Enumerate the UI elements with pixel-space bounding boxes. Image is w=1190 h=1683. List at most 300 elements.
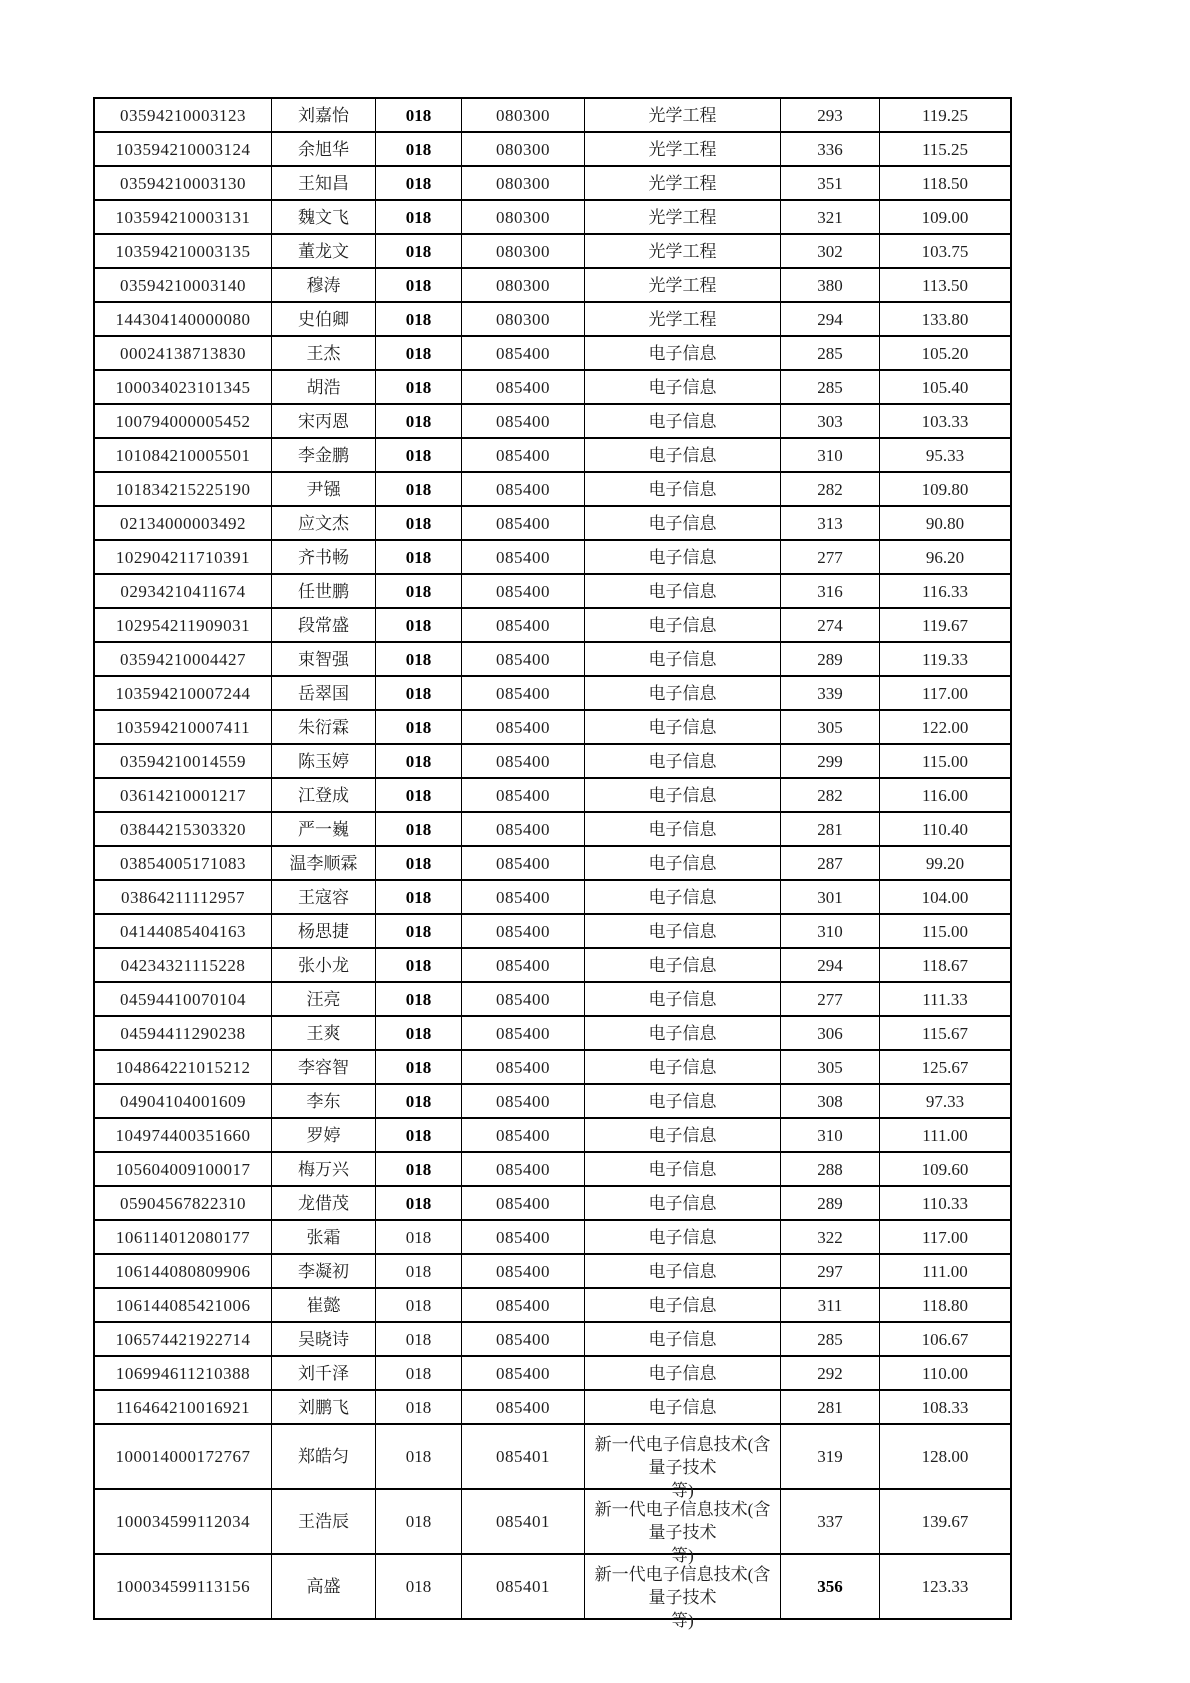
major-name-line: 等) [671, 1546, 694, 1565]
candidate-id-cell: 04904104001609 [95, 1085, 272, 1117]
score-2-cell: 118.50 [921, 173, 969, 193]
major-code-cell: 085400 [462, 1017, 585, 1049]
dept-code-cell: 018 [376, 1490, 462, 1553]
candidate-name-cell: 束智强 [272, 643, 376, 675]
score-cell: 319 [781, 1425, 880, 1488]
candidate-id-cell: 04144085404163 [95, 915, 272, 947]
score-cell: 308 [781, 1085, 880, 1117]
major-code-cell: 080300 [462, 99, 585, 131]
major-name-cell: 电子信息 [585, 711, 781, 743]
table-row [95, 711, 1010, 745]
major-name-line: 量子技术 [648, 1523, 717, 1542]
major-code-cell: 085400 [462, 1357, 585, 1389]
candidate-id-cell: 103594210007244 [95, 677, 272, 709]
major-name-cell [585, 1490, 781, 1565]
candidate-name-cell: 魏文飞 [272, 201, 376, 233]
candidate-name-cell: 齐书畅 [272, 541, 376, 573]
candidate-name-cell: 李凝初 [272, 1255, 376, 1287]
score-2-cell: 90.80 [925, 513, 965, 533]
major-name-cell: 电子信息 [585, 1051, 781, 1083]
major-name-cell: 电子信息 [585, 337, 781, 369]
dept-code-cell: 018 [376, 133, 462, 165]
major-name-line: 等) [671, 1481, 694, 1500]
major-name-cell: 电子信息 [585, 1221, 781, 1253]
major-name-cell: 电子信息 [585, 1153, 781, 1185]
table-row [95, 745, 1010, 779]
score-2-cell: 109.00 [921, 207, 969, 227]
dept-code-cell: 018 [376, 541, 462, 573]
candidate-name-cell: 张小龙 [272, 949, 376, 981]
table-row [95, 439, 1010, 473]
candidate-name-cell: 任世鹏 [272, 575, 376, 607]
candidate-id-cell: 03594210003123 [95, 99, 272, 131]
major-name-cell: 电子信息 [585, 949, 781, 981]
dept-code-cell: 018 [376, 235, 462, 267]
major-code-cell: 080300 [462, 201, 585, 233]
major-code-cell: 085400 [462, 575, 585, 607]
score-cell: 274 [781, 609, 880, 641]
score-cell: 285 [781, 337, 880, 369]
table-row [95, 949, 1010, 983]
score-cell: 277 [781, 983, 880, 1015]
major-name-line: 等) [671, 1611, 694, 1630]
score-2-cell: 95.33 [925, 445, 965, 465]
candidate-id-cell: 04594410070104 [95, 983, 272, 1015]
candidate-name-cell: 高盛 [272, 1555, 376, 1618]
major-name-cell: 电子信息 [585, 847, 781, 879]
table-row [95, 541, 1010, 575]
candidate-name-cell: 吴晓诗 [272, 1323, 376, 1355]
major-name-cell: 电子信息 [585, 915, 781, 947]
score-cell: 305 [781, 1051, 880, 1083]
dept-code-cell: 018 [376, 1255, 462, 1287]
score-cell: 306 [781, 1017, 880, 1049]
dept-code-cell: 018 [376, 371, 462, 403]
score-2-cell: 119.67 [921, 615, 969, 635]
major-code-cell: 085400 [462, 881, 585, 913]
candidate-id-cell: 144304140000080 [95, 303, 272, 335]
table-row [95, 235, 1010, 269]
candidate-name-cell: 王寇容 [272, 881, 376, 913]
dept-code-cell: 018 [376, 575, 462, 607]
major-code-cell: 085400 [462, 541, 585, 573]
dept-code-cell: 018 [376, 813, 462, 845]
major-code-cell: 085400 [462, 1187, 585, 1219]
major-name-cell: 电子信息 [585, 881, 781, 913]
major-name-cell: 光学工程 [585, 235, 781, 267]
candidate-id-cell: 02134000003492 [95, 507, 272, 539]
candidate-id-cell: 102954211909031 [95, 609, 272, 641]
candidate-id-cell: 00024138713830 [95, 337, 272, 369]
candidate-id-cell: 04594411290238 [95, 1017, 272, 1049]
score-2-cell: 97.33 [925, 1091, 965, 1111]
candidate-id-cell: 03864211112957 [95, 881, 272, 913]
major-name-cell: 光学工程 [585, 303, 781, 335]
score-cell: 293 [781, 99, 880, 131]
score-2-cell: 116.00 [921, 785, 969, 805]
score-cell: 277 [781, 541, 880, 573]
candidate-id-cell: 106994611210388 [95, 1357, 272, 1389]
score-2-cell: 125.67 [921, 1057, 969, 1077]
score-cell: 321 [781, 201, 880, 233]
table-row [95, 1289, 1010, 1323]
major-code-cell: 085400 [462, 1323, 585, 1355]
candidate-id-cell: 106144085421006 [95, 1289, 272, 1321]
score-2-cell: 111.00 [922, 1125, 968, 1145]
candidate-name-cell: 王杰 [272, 337, 376, 369]
candidate-name-cell: 江登成 [272, 779, 376, 811]
score-cell: 294 [781, 303, 880, 335]
score-cell: 281 [781, 1391, 880, 1423]
table-row [95, 473, 1010, 507]
score-2-cell: 115.00 [921, 921, 969, 941]
major-code-cell: 085400 [462, 949, 585, 981]
major-name-cell: 电子信息 [585, 439, 781, 471]
table-row [95, 201, 1010, 235]
major-name-cell: 电子信息 [585, 677, 781, 709]
score-cell: 292 [781, 1357, 880, 1389]
dept-code-cell: 018 [376, 99, 462, 131]
dept-code-cell: 018 [376, 779, 462, 811]
score-2-cell: 105.40 [921, 377, 969, 397]
major-name-cell: 电子信息 [585, 371, 781, 403]
score-2-cell: 122.00 [921, 717, 969, 737]
major-code-cell: 085401 [462, 1425, 585, 1488]
score-cell: 336 [781, 133, 880, 165]
major-code-cell: 085400 [462, 371, 585, 403]
dept-code-cell: 018 [376, 1555, 462, 1618]
score-2-cell: 139.67 [921, 1512, 969, 1531]
table-row [95, 813, 1010, 847]
dept-code-cell: 018 [376, 1051, 462, 1083]
dept-code-cell: 018 [376, 609, 462, 641]
score-cell: 351 [781, 167, 880, 199]
table-row [95, 1323, 1010, 1357]
dept-code-cell: 018 [376, 677, 462, 709]
candidate-name-cell: 刘嘉怡 [272, 99, 376, 131]
score-cell: 285 [781, 371, 880, 403]
score-cell: 282 [781, 473, 880, 505]
candidate-name-cell: 郑皓匀 [272, 1425, 376, 1488]
major-name-line: 新一代电子信息技术(含 [594, 1565, 771, 1584]
score-2-cell: 117.00 [921, 1227, 969, 1247]
score-cell: 281 [781, 813, 880, 845]
major-code-cell: 085400 [462, 779, 585, 811]
table-row [95, 983, 1010, 1017]
score-cell: 303 [781, 405, 880, 437]
candidate-id-cell: 106574421922714 [95, 1323, 272, 1355]
major-name-cell [585, 1425, 781, 1500]
score-cell: 316 [781, 575, 880, 607]
score-2-cell: 106.67 [921, 1329, 969, 1349]
table-row [95, 915, 1010, 949]
candidate-name-cell: 张霜 [272, 1221, 376, 1253]
table-row [95, 609, 1010, 643]
score-2-cell: 128.00 [921, 1447, 969, 1466]
score-2-cell: 111.33 [922, 989, 968, 1009]
major-name-cell: 光学工程 [585, 201, 781, 233]
score-cell: 356 [781, 1555, 880, 1618]
results-table-body [95, 99, 1010, 1630]
major-name-cell: 电子信息 [585, 1323, 781, 1355]
score-2-cell: 119.33 [921, 649, 969, 669]
candidate-name-cell: 杨思捷 [272, 915, 376, 947]
major-code-cell: 085400 [462, 1289, 585, 1321]
candidate-name-cell: 王知昌 [272, 167, 376, 199]
score-2-cell: 115.00 [921, 751, 969, 771]
major-name-line: 新一代电子信息技术(含 [594, 1435, 771, 1454]
candidate-id-cell: 104974400351660 [95, 1119, 272, 1151]
major-code-cell: 085400 [462, 1391, 585, 1423]
table-row [95, 575, 1010, 609]
candidate-id-cell: 105604009100017 [95, 1153, 272, 1185]
major-code-cell: 085400 [462, 1051, 585, 1083]
candidate-name-cell: 王浩辰 [272, 1490, 376, 1553]
major-code-cell: 085400 [462, 643, 585, 675]
table-row [95, 1425, 1010, 1500]
major-name-line: 新一代电子信息技术(含 [594, 1500, 771, 1519]
candidate-name-cell: 严一巍 [272, 813, 376, 845]
score-2-cell: 116.33 [921, 581, 969, 601]
major-name-cell: 光学工程 [585, 133, 781, 165]
major-code-cell: 085400 [462, 507, 585, 539]
candidate-name-cell: 段常盛 [272, 609, 376, 641]
candidate-id-cell: 101084210005501 [95, 439, 272, 471]
major-name-cell: 电子信息 [585, 507, 781, 539]
major-code-cell: 080300 [462, 133, 585, 165]
table-row [95, 677, 1010, 711]
candidate-id-cell: 03854005171083 [95, 847, 272, 879]
table-row [95, 1085, 1010, 1119]
score-cell: 287 [781, 847, 880, 879]
major-name-line: 量子技术 [648, 1588, 717, 1607]
score-2-cell: 110.00 [921, 1363, 969, 1383]
score-cell: 380 [781, 269, 880, 301]
major-code-cell: 085400 [462, 1255, 585, 1287]
dept-code-cell: 018 [376, 949, 462, 981]
score-cell: 313 [781, 507, 880, 539]
major-code-cell: 085400 [462, 915, 585, 947]
score-2-cell: 103.75 [921, 241, 969, 261]
dept-code-cell: 018 [376, 915, 462, 947]
table-row [95, 371, 1010, 405]
candidate-name-cell: 汪亮 [272, 983, 376, 1015]
major-code-cell: 085401 [462, 1490, 585, 1553]
major-name-cell: 电子信息 [585, 1357, 781, 1389]
admission-results-table [93, 97, 1012, 1630]
major-name-cell: 电子信息 [585, 813, 781, 845]
major-code-cell: 085400 [462, 1153, 585, 1185]
candidate-id-cell: 106144080809906 [95, 1255, 272, 1287]
candidate-name-cell: 陈玉婷 [272, 745, 376, 777]
dept-code-cell: 018 [376, 1425, 462, 1488]
major-code-cell: 085400 [462, 473, 585, 505]
score-2-cell: 133.80 [921, 309, 969, 329]
major-name-cell: 光学工程 [585, 99, 781, 131]
table-row [95, 269, 1010, 303]
major-name-cell: 电子信息 [585, 1289, 781, 1321]
dept-code-cell: 018 [376, 1289, 462, 1321]
score-cell: 301 [781, 881, 880, 913]
score-cell: 311 [781, 1289, 880, 1321]
dept-code-cell: 018 [376, 1153, 462, 1185]
major-code-cell: 080300 [462, 235, 585, 267]
major-name-cell: 电子信息 [585, 1187, 781, 1219]
table-row [95, 405, 1010, 439]
candidate-id-cell: 116464210016921 [95, 1391, 272, 1423]
major-name-cell [585, 1555, 781, 1630]
dept-code-cell: 018 [376, 881, 462, 913]
major-code-cell: 085400 [462, 1119, 585, 1151]
table-row [95, 1555, 1010, 1630]
score-cell: 294 [781, 949, 880, 981]
score-2-cell: 115.25 [921, 139, 969, 159]
candidate-id-cell: 03594210004427 [95, 643, 272, 675]
table-row [95, 303, 1010, 337]
candidate-name-cell: 刘鹏飞 [272, 1391, 376, 1423]
table-row [95, 643, 1010, 677]
major-name-cell: 电子信息 [585, 1119, 781, 1151]
dept-code-cell: 018 [376, 643, 462, 675]
score-cell: 297 [781, 1255, 880, 1287]
score-cell: 305 [781, 711, 880, 743]
major-name-cell: 电子信息 [585, 405, 781, 437]
score-2-cell: 103.33 [921, 411, 969, 431]
score-2-cell: 111.00 [922, 1261, 968, 1281]
candidate-name-cell: 罗婷 [272, 1119, 376, 1151]
score-2-cell: 117.00 [921, 683, 969, 703]
dept-code-cell: 018 [376, 1391, 462, 1423]
major-code-cell: 085400 [462, 337, 585, 369]
candidate-id-cell: 100034023101345 [95, 371, 272, 403]
major-name-line: 量子技术 [648, 1458, 717, 1477]
candidate-name-cell: 胡浩 [272, 371, 376, 403]
dept-code-cell: 018 [376, 1221, 462, 1253]
score-cell: 337 [781, 1490, 880, 1553]
score-2-cell: 96.20 [925, 547, 965, 567]
candidate-name-cell: 王爽 [272, 1017, 376, 1049]
table-row [95, 1255, 1010, 1289]
score-2-cell: 104.00 [921, 887, 969, 907]
candidate-name-cell: 李东 [272, 1085, 376, 1117]
score-cell: 322 [781, 1221, 880, 1253]
major-code-cell: 085400 [462, 677, 585, 709]
candidate-id-cell: 103594210007411 [95, 711, 272, 743]
score-2-cell: 108.33 [921, 1397, 969, 1417]
major-name-cell: 光学工程 [585, 269, 781, 301]
candidate-name-cell: 梅万兴 [272, 1153, 376, 1185]
score-cell: 339 [781, 677, 880, 709]
dept-code-cell: 018 [376, 303, 462, 335]
score-2-cell: 99.20 [925, 853, 965, 873]
major-name-cell: 电子信息 [585, 779, 781, 811]
table-row [95, 779, 1010, 813]
candidate-name-cell: 李容智 [272, 1051, 376, 1083]
major-code-cell: 085400 [462, 609, 585, 641]
major-name-cell: 电子信息 [585, 745, 781, 777]
score-2-cell: 109.60 [921, 1159, 969, 1179]
major-code-cell: 085400 [462, 847, 585, 879]
major-name-cell: 电子信息 [585, 575, 781, 607]
candidate-name-cell: 李金鹏 [272, 439, 376, 471]
candidate-id-cell: 103594210003135 [95, 235, 272, 267]
major-code-cell: 085400 [462, 1085, 585, 1117]
score-2-cell: 115.67 [921, 1023, 969, 1043]
candidate-id-cell: 03614210001217 [95, 779, 272, 811]
major-code-cell: 085400 [462, 745, 585, 777]
major-code-cell: 080300 [462, 269, 585, 301]
candidate-id-cell: 05904567822310 [95, 1187, 272, 1219]
dept-code-cell: 018 [376, 745, 462, 777]
major-code-cell: 085401 [462, 1555, 585, 1618]
candidate-name-cell: 穆涛 [272, 269, 376, 301]
major-name-cell: 电子信息 [585, 1017, 781, 1049]
score-2-cell: 109.80 [921, 479, 969, 499]
candidate-name-cell: 应文杰 [272, 507, 376, 539]
table-row [95, 847, 1010, 881]
score-2-cell: 119.25 [921, 105, 969, 125]
candidate-id-cell: 100034599113156 [95, 1555, 272, 1618]
major-code-cell: 085400 [462, 405, 585, 437]
score-2-cell: 118.67 [921, 955, 969, 975]
dept-code-cell: 018 [376, 847, 462, 879]
major-name-cell: 光学工程 [585, 167, 781, 199]
candidate-id-cell: 03594210014559 [95, 745, 272, 777]
table-row [95, 1187, 1010, 1221]
major-code-cell: 085400 [462, 439, 585, 471]
dept-code-cell: 018 [376, 1085, 462, 1117]
score-cell: 289 [781, 643, 880, 675]
score-cell: 285 [781, 1323, 880, 1355]
candidate-id-cell: 03844215303320 [95, 813, 272, 845]
table-row [95, 1153, 1010, 1187]
table-row [95, 167, 1010, 201]
major-code-cell: 085400 [462, 983, 585, 1015]
score-cell: 310 [781, 439, 880, 471]
major-name-cell: 电子信息 [585, 983, 781, 1015]
major-code-cell: 080300 [462, 303, 585, 335]
score-cell: 288 [781, 1153, 880, 1185]
score-cell: 289 [781, 1187, 880, 1219]
candidate-name-cell: 余旭华 [272, 133, 376, 165]
table-row [95, 1017, 1010, 1051]
candidate-name-cell: 岳翠国 [272, 677, 376, 709]
candidate-id-cell: 03594210003130 [95, 167, 272, 199]
table-row [95, 133, 1010, 167]
major-code-cell: 080300 [462, 167, 585, 199]
score-2-cell: 110.33 [921, 1193, 969, 1213]
candidate-name-cell: 温李顺霖 [272, 847, 376, 879]
score-cell: 310 [781, 915, 880, 947]
score-2-cell: 105.20 [921, 343, 969, 363]
candidate-id-cell: 103594210003131 [95, 201, 272, 233]
table-row [95, 99, 1010, 133]
candidate-name-cell: 崔懿 [272, 1289, 376, 1321]
dept-code-cell: 018 [376, 507, 462, 539]
score-cell: 282 [781, 779, 880, 811]
candidate-id-cell: 102904211710391 [95, 541, 272, 573]
candidate-id-cell: 100034599112034 [95, 1490, 272, 1553]
candidate-id-cell: 04234321115228 [95, 949, 272, 981]
candidate-id-cell: 100794000005452 [95, 405, 272, 437]
major-name-cell: 电子信息 [585, 541, 781, 573]
dept-code-cell: 018 [376, 269, 462, 301]
major-name-cell: 电子信息 [585, 1391, 781, 1423]
candidate-name-cell: 龙借茂 [272, 1187, 376, 1219]
major-name-cell: 电子信息 [585, 609, 781, 641]
score-cell: 310 [781, 1119, 880, 1151]
dept-code-cell: 018 [376, 405, 462, 437]
